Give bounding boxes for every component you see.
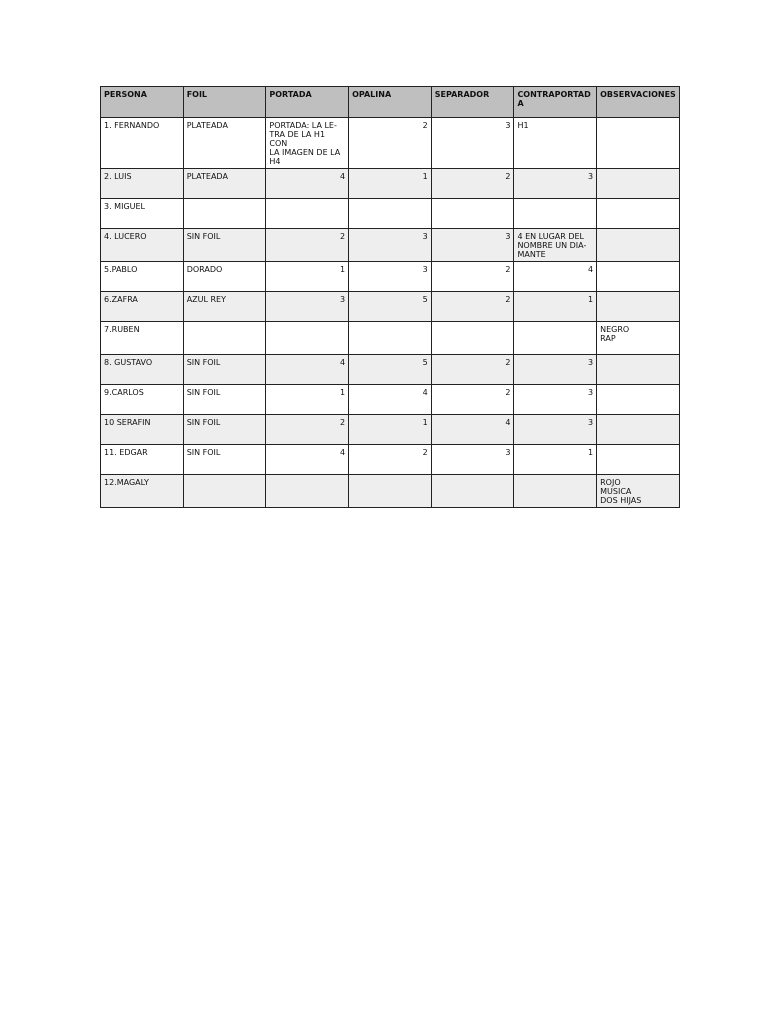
cell-persona: 2. LUIS — [101, 169, 184, 199]
cell-persona: 12.MAGALY — [101, 475, 184, 508]
cell-persona: 6.ZAFRA — [101, 292, 184, 322]
cell-separador: 2 — [431, 169, 514, 199]
cell-foil: PLATEADA — [183, 169, 266, 199]
cell-observaciones — [597, 199, 680, 229]
cell-separador: 2 — [431, 292, 514, 322]
cell-observaciones — [597, 169, 680, 199]
cell-contraportada: 3 — [514, 385, 597, 415]
cell-portada: 4 — [266, 169, 349, 199]
table-row — [101, 229, 680, 262]
cell-observaciones — [597, 445, 680, 475]
table-row — [101, 322, 680, 355]
cell-separador: 2 — [431, 355, 514, 385]
table-row — [101, 445, 680, 475]
table-row — [101, 262, 680, 292]
cell-portada: 3 — [266, 292, 349, 322]
cell-observaciones: NEGRO RAP — [597, 322, 680, 355]
cell-contraportada: 4 EN LUGAR DEL NOMBRE UN DIA- MANTE — [514, 229, 597, 262]
cell-observaciones — [597, 385, 680, 415]
cell-observaciones — [597, 292, 680, 322]
cell-opalina: 2 — [349, 445, 432, 475]
cell-separador: 4 — [431, 415, 514, 445]
cell-separador: 2 — [431, 262, 514, 292]
table-row — [101, 292, 680, 322]
table-header — [101, 87, 680, 118]
header-contraportada: CONTRAPORTADA — [514, 87, 597, 118]
cell-contraportada: 3 — [514, 169, 597, 199]
cell-portada: 1 — [266, 385, 349, 415]
cell-separador: 3 — [431, 229, 514, 262]
cell-separador: 2 — [431, 385, 514, 415]
cell-foil: PLATEADA — [183, 118, 266, 169]
cell-persona: 11. EDGAR — [101, 445, 184, 475]
header-row — [101, 87, 680, 118]
document-page — [100, 86, 679, 508]
header-portada: PORTADA — [266, 87, 349, 118]
cell-contraportada: 3 — [514, 355, 597, 385]
table-row — [101, 355, 680, 385]
cell-observaciones — [597, 118, 680, 169]
cell-foil — [183, 322, 266, 355]
cell-observaciones — [597, 415, 680, 445]
cell-opalina: 5 — [349, 292, 432, 322]
cell-portada: PORTADA: LA LE- TRA DE LA H1 CON LA IMAGEN DE LA H4 — [266, 118, 349, 169]
header-foil: FOIL — [183, 87, 266, 118]
table-row — [101, 415, 680, 445]
cell-contraportada — [514, 199, 597, 229]
table-row — [101, 118, 680, 169]
cell-portada: 2 — [266, 415, 349, 445]
cell-portada: 1 — [266, 262, 349, 292]
cell-separador — [431, 475, 514, 508]
table-body — [101, 118, 680, 508]
cell-contraportada: 1 — [514, 292, 597, 322]
cell-persona: 7.RUBEN — [101, 322, 184, 355]
table-row — [101, 169, 680, 199]
cell-persona: 3. MIGUEL — [101, 199, 184, 229]
cell-separador — [431, 199, 514, 229]
cell-foil — [183, 475, 266, 508]
cell-opalina: 1 — [349, 169, 432, 199]
cell-portada — [266, 322, 349, 355]
cell-persona: 5.PABLO — [101, 262, 184, 292]
cell-opalina: 2 — [349, 118, 432, 169]
cell-persona: 1. FERNANDO — [101, 118, 184, 169]
cell-observaciones — [597, 229, 680, 262]
cell-foil: SIN FOIL — [183, 385, 266, 415]
cell-foil: AZUL REY — [183, 292, 266, 322]
cell-separador: 3 — [431, 118, 514, 169]
cell-persona: 4. LUCERO — [101, 229, 184, 262]
cell-observaciones — [597, 262, 680, 292]
cell-portada: 2 — [266, 229, 349, 262]
cell-persona: 10 SERAFIN — [101, 415, 184, 445]
cell-observaciones — [597, 355, 680, 385]
table-row — [101, 199, 680, 229]
cell-contraportada: H1 — [514, 118, 597, 169]
cell-foil: SIN FOIL — [183, 229, 266, 262]
cell-persona: 8. GUSTAVO — [101, 355, 184, 385]
header-persona: PERSONA — [101, 87, 184, 118]
header-opalina: OPALINA — [349, 87, 432, 118]
cell-portada: 4 — [266, 355, 349, 385]
assignment-table — [100, 86, 680, 508]
cell-contraportada: 1 — [514, 445, 597, 475]
cell-observaciones: ROJO MUSICA DOS HIJAS — [597, 475, 680, 508]
cell-opalina: 5 — [349, 355, 432, 385]
cell-persona: 9.CARLOS — [101, 385, 184, 415]
header-observaciones: OBSERVACIONES — [597, 87, 680, 118]
cell-contraportada — [514, 322, 597, 355]
cell-opalina — [349, 475, 432, 508]
cell-portada — [266, 199, 349, 229]
cell-foil: SIN FOIL — [183, 415, 266, 445]
table-row — [101, 475, 680, 508]
cell-opalina: 4 — [349, 385, 432, 415]
cell-foil — [183, 199, 266, 229]
cell-opalina: 3 — [349, 262, 432, 292]
cell-opalina: 3 — [349, 229, 432, 262]
header-separador: SEPARADOR — [431, 87, 514, 118]
cell-opalina — [349, 322, 432, 355]
cell-contraportada — [514, 475, 597, 508]
cell-separador — [431, 322, 514, 355]
cell-foil: SIN FOIL — [183, 445, 266, 475]
cell-opalina — [349, 199, 432, 229]
cell-contraportada: 4 — [514, 262, 597, 292]
cell-portada — [266, 475, 349, 508]
cell-opalina: 1 — [349, 415, 432, 445]
cell-separador: 3 — [431, 445, 514, 475]
cell-foil: SIN FOIL — [183, 355, 266, 385]
cell-contraportada: 3 — [514, 415, 597, 445]
cell-foil: DORADO — [183, 262, 266, 292]
table-row — [101, 385, 680, 415]
cell-portada: 4 — [266, 445, 349, 475]
